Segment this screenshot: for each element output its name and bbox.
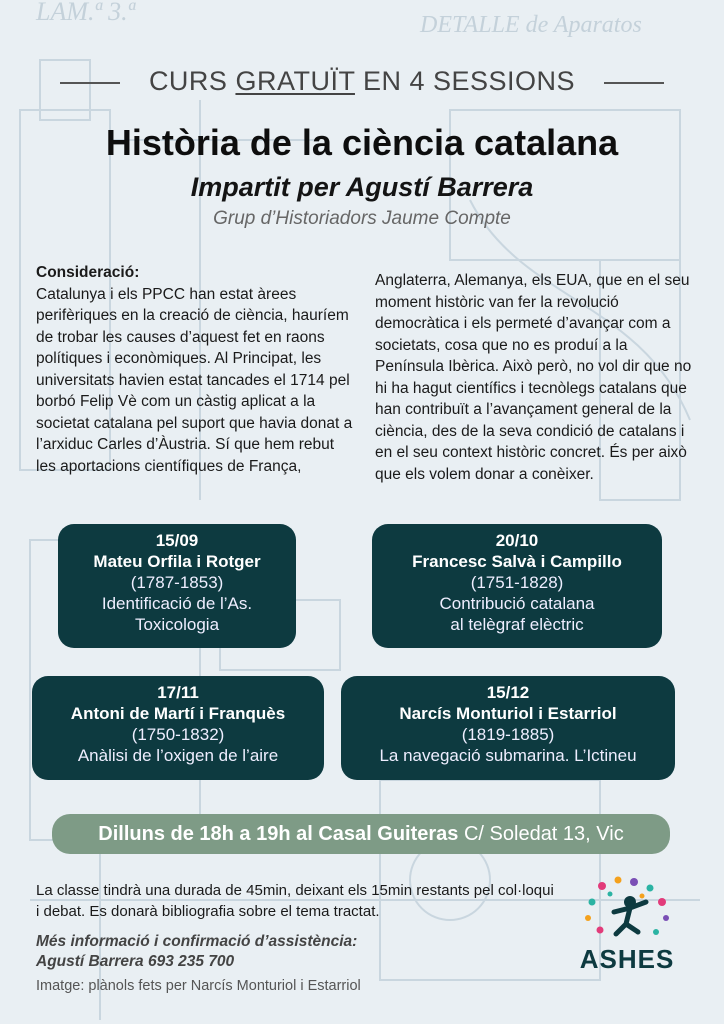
session-speaker: Antoni de Martí i Franquès bbox=[70, 704, 286, 723]
session-topic: Identificació de l’As. bbox=[101, 594, 253, 613]
session-speaker: Mateu Orfila i Rotger bbox=[93, 552, 261, 571]
logo-mark-icon bbox=[572, 872, 682, 944]
session-years: (1819-1885) bbox=[461, 725, 555, 744]
schedule-address: C/ Soledat 13, Vic bbox=[458, 823, 624, 845]
class-note: La classe tindrà una durada de 45min, deixant els 15min restants pel col·loqui i debat. Es donarà bibliografia sobre el tema tractat. bbox=[36, 882, 554, 920]
course-header bbox=[0, 62, 724, 102]
header-underlined-word: GRATUÏT bbox=[235, 66, 355, 96]
session-speaker: Francesc Salvà i Campillo bbox=[412, 552, 622, 571]
session-topic: La navegació submarina. L’Ictineu bbox=[379, 746, 637, 765]
contact-phone: Agustí Barrera 693 235 700 bbox=[36, 953, 235, 970]
session-topic: Anàlisi de l’oxigen de l’aire bbox=[77, 746, 279, 765]
schedule-time-place: Dilluns de 18h a 19h al Casal Guiteras bbox=[98, 823, 459, 845]
background-label-left: LAM.ª 3.ª bbox=[36, 0, 135, 26]
session-speaker: Narcís Monturiol i Estarriol bbox=[399, 704, 617, 723]
session-date: 15/12 bbox=[486, 683, 530, 702]
session-topic: al telègraf elèctric bbox=[450, 615, 584, 634]
header-text: CURS GRATUÏT EN 4 SESSIONS bbox=[148, 66, 576, 96]
page-subtitle: Impartit per Agustí Barrera bbox=[190, 172, 534, 202]
ashes-logo bbox=[572, 872, 682, 976]
session-topic: Contribució catalana bbox=[439, 594, 595, 613]
session-card bbox=[372, 524, 662, 648]
session-card bbox=[341, 676, 675, 780]
schedule-banner bbox=[52, 814, 670, 854]
logo-text: ASHES bbox=[579, 944, 675, 974]
session-years: (1751-1828) bbox=[470, 573, 564, 592]
body-text-1: Catalunya i els PPCC han estat àrees perifèriques en la creació de ciència, hauríem de trobar les causes d’aquest fet en raons polítiques i econòmiques. Al Principat, les universitats havien estat tancades el 1714 pel borbó Felip Vè com un càstig aplicat a la societat catalana pel suport que havia donat a l’arxiduc Carles d’Àustria. Sí que hem rebut les aportacions científiques de França, bbox=[36, 285, 353, 475]
session-date: 15/09 bbox=[155, 531, 199, 550]
contact-info bbox=[36, 932, 476, 972]
page-title: Història de la ciència catalana bbox=[105, 122, 619, 163]
session-date: 20/10 bbox=[495, 531, 539, 550]
organizer-group: Grup d’Historiadors Jaume Compte bbox=[213, 208, 511, 229]
body-column-1 bbox=[36, 262, 358, 477]
session-years: (1750-1832) bbox=[131, 725, 225, 744]
image-credit: Imatge: plànols fets per Narcís Monturiol i Estarriol bbox=[36, 978, 361, 994]
session-date: 17/11 bbox=[157, 683, 199, 702]
body-heading: Consideració: bbox=[36, 264, 140, 281]
body-column-2 bbox=[375, 270, 693, 485]
background-label-right: DETALLE de Aparatos bbox=[420, 12, 642, 38]
session-topic: Toxicologia bbox=[134, 615, 220, 634]
session-card bbox=[32, 676, 324, 780]
session-years: (1787-1853) bbox=[130, 573, 224, 592]
session-card bbox=[58, 524, 296, 648]
body-text-2: Anglaterra, Alemanya, els EUA, que en el seu moment històric van fer la revolució democràtica i els permeté d’avançar com a societats, cosa que no es produí a la Península Ibèrica. Això però, no vol dir que no hi ha hagut científics i tecnòlegs catalans que han contribuït a l’avançament general de la ciència, des de la seva condició de catalans i en el seu context històric concret. És per això que els volem donar a conèixer. bbox=[375, 272, 692, 483]
contact-heading: Més informació i confirmació d’assistència: bbox=[36, 933, 358, 950]
